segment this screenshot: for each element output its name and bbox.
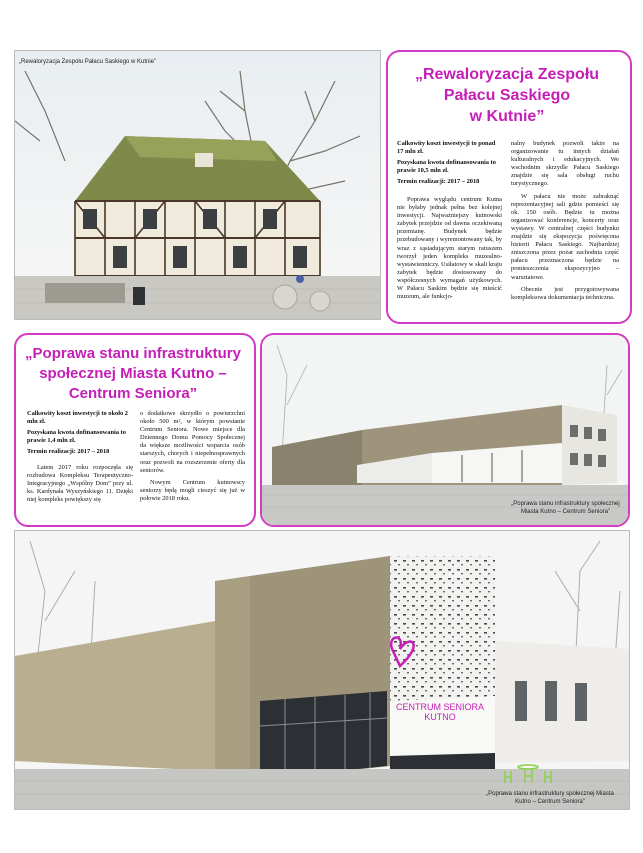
palace-photo-art: [15, 51, 380, 319]
palace-fact-funding: Pozyskana kwota dofinansowania to prawie 10,5 mln zł.: [397, 159, 496, 174]
palace-title-line-1: „Rewaloryzacja Zespołu: [414, 66, 600, 83]
palace-title-line-3: w Kutnie”: [469, 108, 545, 125]
senior-column-2: [140, 410, 245, 503]
senior-render-small-caption: „Poprawa stanu infrastruktury społecznej Miasta Kutno – Centrum Seniora”: [511, 501, 620, 515]
palace-article-title: [392, 64, 622, 127]
senior-title-line-3: Centrum Seniora”: [68, 385, 198, 402]
palace-title-line-2: Pałacu Saskiego: [443, 87, 571, 104]
senior-fact-term: Termin realizacji: 2017 – 2018: [27, 448, 110, 455]
senior-render-large-caption: „Poprawa stanu infrastruktury społecznej Miasta Kutno – Centrum Seniora”: [486, 791, 614, 805]
senior-render-large: [14, 530, 630, 810]
palace-fact-cost: Całkowity koszt inwestycji to ponad 17 mln zł.: [397, 140, 496, 155]
palace-fact-term: Termin realizacji: 2017 – 2018: [397, 178, 480, 185]
centrum-seniora-sign: [388, 702, 492, 722]
senior-column-1: [27, 464, 133, 504]
senior-paragraph: o dodatkowe skrzydło o powierzchni około 500 m², w którym powstanie Centrum Seniora. Nowe miejsce dla Dziennego Domu Pomocy Społecznej da większe możliwości wsparcia osób starszych, chorych i niepełnosprawnych oraz pozwoli na rozszerzenie oferty dla seniorów.: [140, 410, 245, 474]
palace-column-2: [511, 140, 619, 302]
palace-paragraph: nalny budynek pozwoli także na organizowanie tu innych działań kulturalnych i edukacyjnych. We wschodnim skrzydle Pałacu Saskiego znajdzie się sala obsługi ruchu turystycznego.: [511, 140, 619, 188]
senior-fact-cost: Całkowity koszt inwestycji to około 2 mln zł.: [27, 410, 129, 425]
palace-paragraph: Poprawa wyglądu centrum Kutna nie byłaby jednak pełna bez kolejnej inwestycji. Najważniejszy kutnowski zabytek przejdzie od dawna oczekiwaną przemianę. Budynek będzie przebudowany i wyremontowany tak, by wraz z sąsiadującym starym ratuszem tworzył jeden kompleks muzealno-wystawienniczy. Usiłatowy w skali kraju zabytek będzie dostosowany do współczesnych wymagań użytkowych. W Pałacu Saskim będzie się mieścić muzeum, ale funkcjo-: [397, 196, 502, 301]
senior-render-small-frame: [260, 333, 630, 527]
senior-article-title: [18, 344, 248, 404]
senior-paragraph: Latem 2017 roku rozpoczęła się rozbudowa Kompleksu Terapeutyczno-Integracyjnego „Wspólny Dom” przy ul. ks. Kardynała Wyszyńskiego 11. Dzięki niej kompleks powiększy się: [27, 464, 133, 504]
palace-paragraph: Obecnie jest przygotowywana kompleksowa dokumentacja techniczna.: [511, 285, 619, 301]
senior-render-small-art: [262, 335, 628, 525]
palace-column-1: [397, 196, 502, 301]
senior-paragraph: Nowym Centrum kutnowscy seniorzy będą mogli cieszyć się już w połowie 2018 roku.: [140, 478, 245, 502]
senior-fact-funding: Pozyskana kwota dofinansowania to prawie 1,4 mln zł.: [27, 429, 126, 444]
senior-title-line-1: „Poprawa stanu infrastruktury: [25, 345, 241, 362]
palace-photo-caption: „Rewaloryzacja Zespołu Pałacu Saskiego w Kutnie”: [19, 59, 157, 65]
senior-render-large-art: [15, 531, 629, 809]
senior-facts: [27, 410, 133, 456]
palace-facts: [397, 140, 502, 186]
sign-line-1: CENTRUM SENIORA: [395, 702, 484, 712]
palace-paragraph: W pałacu nie może zabraknąć reprezentacyjnej sali gdzie pomieści się ok. 150 osób. Będzie tu można organizować konferencje, koncerty oraz wystawy. W centralnej części budynku znajdzie się ekspozycja poświęcona historii Pałacu Saskiego. Najbardziej zniszczona przez pożar zachodnia część pałacu przeznaczona będzie na pomieszczenia ekspozycyjno – warsztatowe.: [511, 192, 619, 281]
senior-title-line-2: społecznej Miasta Kutno –: [39, 365, 227, 382]
sign-line-2: KUTNO: [424, 712, 456, 722]
palace-photo: [14, 50, 381, 320]
